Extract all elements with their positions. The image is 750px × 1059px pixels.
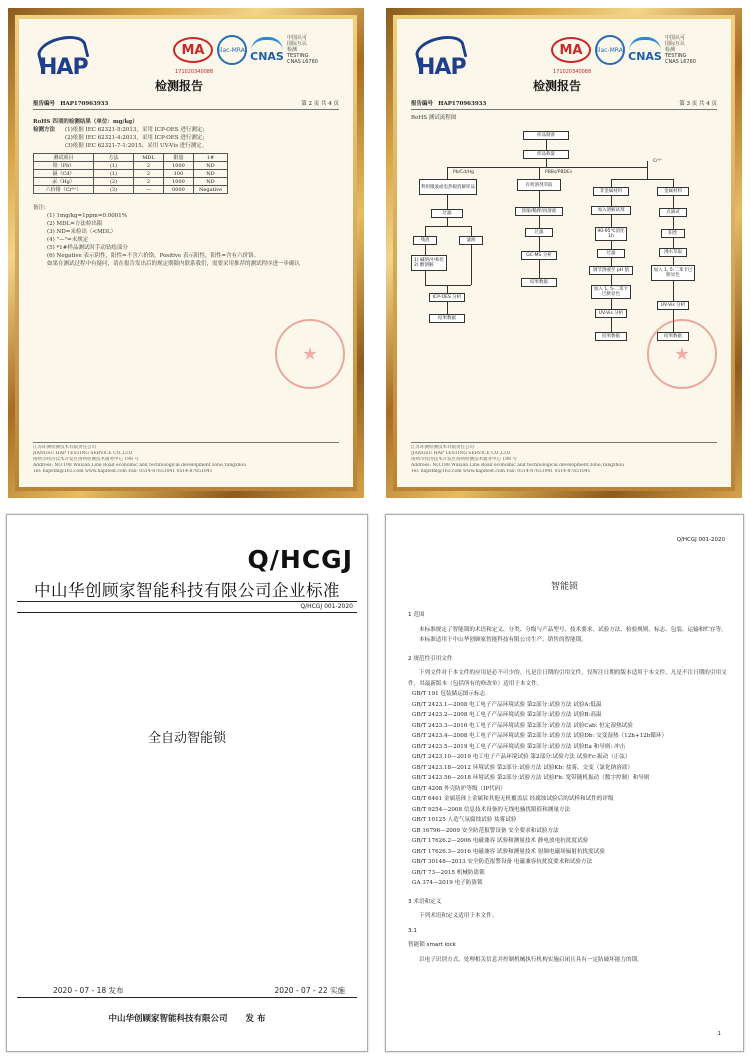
flow-node: 金属材料 [657, 187, 689, 196]
list-item: GB/T 2423.18—2012 环境试验 第2部分:试验方法 试验Kb: 盐雾，交变（氯化钠溶液） [412, 764, 633, 771]
certificate-page-2 [19, 19, 353, 487]
divider [17, 612, 357, 613]
cnas-caption: 中国认可 国际互认 检测 TESTING CNAS L6760 [665, 35, 696, 65]
method-block: 检测方法 (1)依据 IEC 62321-5:2013，采用 ICP-OES 进行测定; (2)依据 IEC 62321-4:2013，采用 ICP-OES 进行测定; (3)依据 IEC 62321-7-1:2015，采用 UV-Vis 进行测定。 [33, 127, 208, 149]
certificate-title: 检测报告 [533, 79, 582, 93]
paragraph: 以电子识别方式、处理相关信息并控制机械执行机构实施启闭且具有一定防破坏能力的锁。 [419, 956, 643, 963]
page-number: 1 [717, 1031, 721, 1037]
section-heading: 1 范围 [408, 612, 425, 618]
flow-node: ICP-OES 分析 [429, 293, 465, 302]
list-item: GB/T 2423.10—2019 电工电子产品环境试验 第2部分:试验方法 试验Fc:振动（正弦） [412, 754, 631, 760]
page-header-code: Q/HCGJ 001-2020 [676, 537, 725, 543]
flow-node: 结果数据 [429, 314, 465, 323]
flow-node: 90-95℃消化 1h [595, 227, 627, 241]
list-item: GB/T 2423.56—2018 环境试验 第2部分:试验方法 试验Fh: 宽带随机振动（数字控制）和导则 [412, 775, 650, 781]
flow-node: 样品称量 [523, 150, 569, 159]
accreditation-marks [551, 35, 696, 65]
flow-node: 过滤 [525, 228, 553, 237]
registration-number: 171020340088 [175, 69, 214, 75]
report-meta: 报告编号 HAP170963933 第 2 页 共 4 页 [33, 99, 339, 110]
flow-node: GC-MS 分析 [521, 251, 557, 260]
standard-content [408, 610, 727, 965]
ma-mark-icon: MA [551, 37, 591, 63]
flow-node: 1) 碱熔/中和化 2) 酸溶解 [411, 255, 447, 271]
standard-cover-page [6, 514, 368, 1052]
official-seal-icon [647, 319, 717, 389]
flow-node: 点滴试 [659, 208, 687, 217]
page-title: 智能锁 [550, 582, 578, 592]
publisher: 中山华创顾家智能科技有限公司 发 布 [108, 1014, 266, 1024]
cnas-logo-icon: CNAS [251, 37, 283, 63]
notes-block: 备注: (1) 1mg/kg=1ppm=0.0001% (2) MDL=方法检出限 (3) ND=未检出（<MDL） (4) "—"=未规定 (5) *1#样品测试时手动钻绘部分 (6) Negative 表示阴性，阳性=不含六价铬，Positive 表示阳性，阳性=含有六价铬。 如果在测试过程中有疑问，请在报告发出后的规定期限内联系我们，需要采用推荐的测试程序进一步确认 [33, 205, 301, 267]
frame-border [15, 15, 357, 491]
cnas-logo-icon: CNAS [629, 37, 661, 63]
branch-label: PBBs/PBDEs [545, 170, 573, 175]
rohs-results-table [33, 153, 228, 194]
branch-label: Pb/Cd/Hg [453, 170, 474, 175]
flow-node: 阳性 [661, 229, 685, 238]
standard-number: Q/HCGJ 001-2020 [300, 603, 353, 610]
flow-node: 加入 1, 5-二苯卡巴肼显色 [591, 285, 631, 299]
organization-standard-title: 中山华创顾家智能科技有限公司企业标准 [34, 581, 340, 600]
list-item: GB/T 6461 金属基体上金属和其他无机覆盖层 经腐蚀试验后的试样和试件的评级 [412, 796, 614, 802]
flow-node: 调节溶液至 pH 值 [589, 266, 633, 275]
flow-node: 样品制备 [523, 131, 569, 140]
flow-node: 过滤 [431, 209, 463, 218]
list-item: GB/T 2423.5—2019 电工电子产品环境试验 第2部分:试验方法 试验Ea 和导则: 冲击 [412, 743, 626, 750]
section-heading: 3.1 [408, 927, 417, 934]
report-meta: 报告编号 HAP170963933 第 3 页 共 4 页 [411, 99, 717, 110]
paragraph: 下列术语和定义适用于本文件。 [419, 913, 498, 919]
certificate-header [33, 29, 339, 93]
accreditation-marks [173, 35, 318, 65]
table-header-row: 测试项目 方法 MDL 限量 1# [34, 154, 228, 162]
flow-node: 非金属材料 [593, 187, 629, 196]
certificate-title: 检测报告 [155, 79, 204, 93]
cnas-caption: 中国认可 国际互认 检测 TESTING CNAS L6760 [287, 35, 318, 65]
list-item: GB/T 2423.2—2008 电工电子产品环境试验 第2部分:试验方法 试验B:高温 [412, 712, 602, 718]
flow-node: 结果数据 [521, 278, 557, 287]
ma-mark-icon: MA [173, 37, 213, 63]
certificate-page-3 [397, 19, 731, 487]
flow-node: 有机溶剂萃取 [517, 179, 561, 191]
list-item: GB/T 4208 外壳防护等级（IP代码） [412, 785, 506, 792]
certificate-footer: 江苏环测检测技术有限责任公司 JIANGSU HAP TESTING SERVICE CO.,LTD 扬州市经济技术开发区扬州检测技术服务中心 198 号 Address: NO.198 Wuxian Line Road economic and technological development zone,Yangzhou Tel: hapstm@163.com www.hapitest.com Fax: 0514-87651041 0514-87651041 [411, 442, 717, 475]
flow-node: 利用微波或电热板消解样品 [419, 179, 477, 195]
list-item: GB/T 30148—2013 安全防范报警设备 电磁兼容抗扰度要求和试验方法 [412, 859, 593, 865]
branch-label: Cr⁶⁺ [653, 159, 663, 164]
effective-date: 2020 - 07 - 22 实施 [274, 986, 345, 995]
flow-node: 残渣 [413, 236, 437, 245]
ilac-mra-icon: ilac-MRA [595, 35, 625, 65]
divider [17, 601, 357, 602]
section-title: RoHS 测试流程图 [411, 115, 457, 121]
hap-logo-icon: HAP [33, 33, 93, 85]
frame-border [393, 15, 735, 491]
registration-number: 171020340088 [553, 69, 592, 75]
paragraph: 本标准规定了智能锁的术语和定义、分类、分级与产品型号、技术要求、试验方法、检验规则、标志、包装、运输和贮存等。 [419, 626, 727, 633]
certificate-frame-right [386, 8, 742, 498]
list-item: GB/T 2423.1—2008 电工电子产品环境试验 第2部分:试验方法 试验A:低温 [412, 701, 602, 708]
divider [17, 997, 357, 998]
certificate-footer: 江苏环测检测技术有限责任公司 JIANGSU HAP TESTING SERVICE CO.,LTD 扬州市经济技术开发区扬州检测技术服务中心 198 号 Address: NO.198 Wuxian Line Road economic and technological development zone,Yangzhou Tel: hapstm@163.com www.hapitest.com Fax: 0514-87651041 0514-87651041 [33, 442, 339, 475]
section-heading: 3 术语和定义 [408, 898, 442, 905]
flow-node: 沸水萃取 [659, 248, 687, 257]
flow-node: 滤液 [459, 236, 483, 245]
flow-node: 加入溶解试剂 [591, 206, 631, 215]
flow-node: UV-Vis 分析 [595, 309, 627, 318]
paragraph: 本标准适用于中山华创顾家智能科技有限公司生产、销售的智能锁。 [419, 637, 587, 643]
table-row: 汞（Hg） (2) 2 1000 ND [34, 178, 228, 186]
section-heading: 2 规范性引用文件 [408, 655, 453, 662]
ilac-mra-icon: ilac-MRA [217, 35, 247, 65]
list-item: GB 16796—2009 安全防范报警设备 安全要求和试验方法 [412, 827, 559, 834]
reference-list [408, 689, 727, 889]
product-name: 全自动智能锁 [147, 731, 226, 746]
flow-node: 浓缩/稀释/再溶液 [515, 207, 563, 216]
flow-node: 加入 1, 5-二苯卡巴肼显色 [651, 265, 695, 281]
standard-body-page [385, 514, 744, 1052]
list-item: GA 374—2019 电子防盗锁 [412, 880, 483, 886]
table-row: 铅（Pb） (1) 2 1000 ND [34, 162, 228, 170]
list-item: GB/T 191 包装储运图示标志 [412, 691, 486, 697]
list-item: GB/T 2423.3—2016 电工电子产品环境试验 第2部分:试验方法 试验Cab: 恒定湿热试验 [412, 722, 633, 729]
official-seal-icon [275, 319, 345, 389]
list-item: GB/T 73—2015 机械防盗锁 [412, 869, 485, 876]
standard-code: Q/HCGJ [247, 545, 353, 574]
paragraph: 下列文件对于本文件的应用是必不可少的。凡是注日期的引用文件，仅所注日期的版本适用于本文件。凡是不注日期的引用文件，其最新版本（包括所有的修改单）适用于本文件。 [408, 670, 727, 687]
list-item: GB/T 17626.2—2006 电磁兼容 试验和测量技术 静电放电抗扰度试验 [412, 838, 589, 844]
term-title: 智能锁 smart lock [408, 942, 456, 948]
issue-date: 2020 - 07 - 18 发布 [53, 986, 124, 995]
list-item: GB/T 17626.3—2016 电磁兼容 试验和测量技术 射频电磁场辐射抗扰度试验 [412, 848, 605, 855]
list-item: GB/T 2423.4—2008 电工电子产品环境试验 第2部分:试验方法 试验Db: 交变湿热（12h+12h循环） [412, 733, 668, 739]
list-item: GB/T 10125 人造气氛腐蚀试验 盐雾试验 [412, 817, 517, 823]
flow-node: 过滤 [597, 249, 625, 258]
list-item: GB/T 9254—2008 信息技术设备的无线电骚扰限值和测量方法 [412, 806, 571, 813]
certificate-header [411, 29, 717, 93]
certificate-frame-left [8, 8, 364, 498]
flow-node: 结果数据 [595, 332, 627, 341]
table-row: 六价铬（Cr⁶⁺） (3) — 0000 Negative [34, 186, 228, 194]
table-row: 镉（Cd） (1) 2 100 ND [34, 170, 228, 178]
hap-logo-icon: HAP [411, 33, 471, 85]
section-title: RoHS 四项的检测结果（单位：mg/kg） [33, 119, 138, 125]
flow-node: UV-Vis 分析 [657, 301, 689, 310]
flow-node: 结果数据 [657, 332, 689, 341]
